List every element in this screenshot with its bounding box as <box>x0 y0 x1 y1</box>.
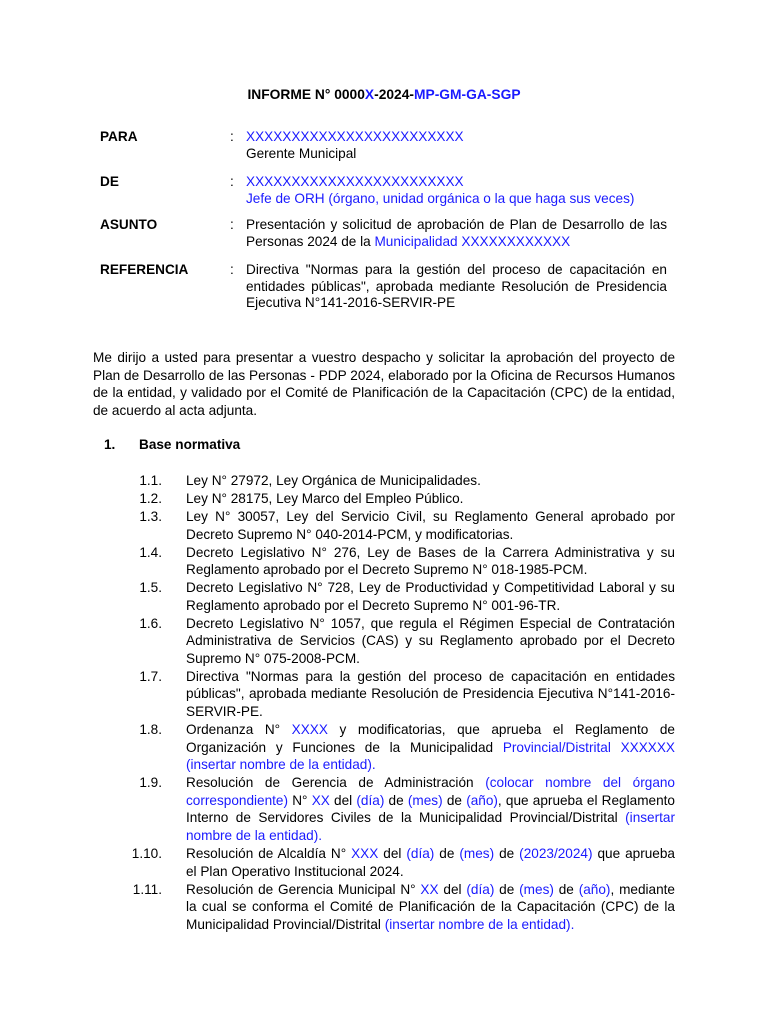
item-text-part: de <box>494 881 520 897</box>
placeholder-text: (mes) <box>519 881 554 897</box>
section-title: Base normativa <box>139 437 241 452</box>
item-text-part: , que aprueba el Reglamento Interno de Servidores Civiles de la Municipalidad Provincial/Distrital <box>186 792 675 826</box>
item-text-part: N° <box>288 792 312 808</box>
list-item-number: 1.4. <box>139 544 162 560</box>
placeholder-text: (colocar nombre del órgano correspondiente) <box>186 775 675 808</box>
placeholder-text: (año) <box>578 881 611 897</box>
placeholder-text: (día) <box>356 792 385 808</box>
list-item-number: 1.5. <box>139 580 162 596</box>
list-item <box>0 508 768 543</box>
placeholder-text: (mes) <box>407 792 443 808</box>
placeholder-text: (año) <box>466 792 498 808</box>
list-item-text <box>186 881 675 934</box>
intro-paragraph: Me dirijo a usted para presentar a vuestro despacho y solicitar la aprobación del proyecto de Plan de Desarrollo de las Personas - PDP 2024, elaborado por la Oficina de Recursos Humanos de la entidad, y validado por el Comité de Planificación de la Capacitación (CPC) de la entidad, de acuerdo al acta adjunta. <box>93 350 675 418</box>
list-item-text: Decreto Legislativo N° 728, Ley de Productividad y Competitividad Laboral y su Reglamento aprobado por el Decreto Supremo N° 001-96-TR. <box>186 580 675 613</box>
list-item-number: 1.10. <box>131 845 162 861</box>
list-item-number: 1.1. <box>139 473 162 488</box>
de-colon: : <box>230 174 234 189</box>
referencia-value: Directiva "Normas para la gestión del proceso de capacitación en entidades públicas", aprobada mediante Resolución de Presidencia Ejecutiva N°141-2016-SERVIR-PE <box>246 262 667 310</box>
item-text-part: de <box>494 845 520 861</box>
list-item-text <box>186 774 675 844</box>
placeholder-text: XXXX <box>291 722 328 738</box>
list-item <box>0 774 768 844</box>
section-heading <box>104 437 240 452</box>
list-item <box>0 881 768 934</box>
item-text-part: Ordenanza N° <box>186 722 292 738</box>
placeholder-text: (día) <box>406 845 435 861</box>
placeholder-text: XX <box>420 881 439 897</box>
list-item-number: 1.6. <box>139 615 162 631</box>
report-title <box>0 87 768 102</box>
list-item-text: Ley N° 30057, Ley del Servicio Civil, su Reglamento General aprobado por Decreto Supremo N° 040-2014-PCM, y modificatorias. <box>186 508 675 542</box>
list-item <box>0 845 768 880</box>
de-line1: XXXXXXXXXXXXXXXXXXXXXXXX <box>246 174 464 189</box>
list-item-text <box>186 721 675 774</box>
list-item-number: 1.7. <box>139 668 162 684</box>
item-text-part: de <box>434 845 460 861</box>
item-text-part: Resolución de Gerencia de Administración <box>186 775 486 791</box>
placeholder-text: XX <box>311 792 330 808</box>
placeholder-text: (mes) <box>459 845 495 861</box>
asunto-entity: Municipalidad XXXXXXXXXXXX <box>374 233 571 249</box>
para-colon: : <box>230 129 234 144</box>
de-line2: Jefe de ORH (órgano, unidad orgánica o la que haga sus veces) <box>246 190 635 206</box>
list-item-text <box>186 845 675 880</box>
asunto-value <box>246 217 667 250</box>
para-line2: Gerente Municipal <box>246 145 357 161</box>
list-item <box>0 490 768 508</box>
placeholder-text: (día) <box>466 881 495 897</box>
list-item <box>0 472 768 490</box>
asunto-colon: : <box>230 217 234 232</box>
list-item <box>0 668 768 721</box>
placeholder-text: (insertar nombre de la entidad). <box>186 810 675 843</box>
list-item <box>0 579 768 614</box>
referencia-colon: : <box>230 262 234 277</box>
para-label: PARA <box>100 129 138 144</box>
list-item-text: Decreto Legislativo N° 276, Ley de Bases de la Carrera Administrativa y su Reglamento aprobado por el Decreto Supremo N° 018-1985-PCM. <box>186 544 675 578</box>
item-text-part: que aprueba el Plan Operativo Institucional 2024. <box>186 845 675 879</box>
item-text-part: de <box>384 792 408 808</box>
title-x: X <box>364 87 375 102</box>
item-text-part: del <box>329 792 357 808</box>
asunto-label: ASUNTO <box>100 217 158 232</box>
para-line1: XXXXXXXXXXXXXXXXXXXXXXXX <box>246 129 464 144</box>
title-suffix: MP-GM-GA-SGP <box>414 87 521 102</box>
placeholder-text: XXX <box>351 845 379 861</box>
item-text-part: , mediante la cual se conforma el Comité de Planificación de la Capacitación (CPC) de la Municipalidad Provincial/Distrital <box>186 881 675 932</box>
list-item <box>0 544 768 579</box>
de-label: DE <box>100 174 119 189</box>
list-item-number: 1.9. <box>139 775 162 791</box>
list-item-number: 1.8. <box>139 722 162 738</box>
list-item-text: Ley N° 27972, Ley Orgánica de Municipalidades. <box>186 473 481 488</box>
legal-basis-list <box>0 472 768 934</box>
item-text-part: del <box>378 845 407 861</box>
list-item-text: Ley N° 28175, Ley Marco del Empleo Público. <box>186 490 464 506</box>
title-prefix: INFORME N° 0000 <box>247 87 365 102</box>
placeholder-text: (insertar nombre de la entidad). <box>384 916 575 932</box>
item-text-part: del <box>438 881 467 897</box>
placeholder-text: Provincial/Distrital XXXXXX (insertar nombre de la entidad). <box>186 739 675 773</box>
item-text-part: Resolución de Alcaldía N° <box>186 845 352 861</box>
list-item-text: Decreto Legislativo N° 1057, que regula el Régimen Especial de Contratación Administrativa de Servicios (CAS) y su Reglamento aprobado por el Decreto Supremo N° 075-2008-PCM. <box>186 615 675 666</box>
de-value <box>246 174 667 207</box>
section-number: 1. <box>104 437 116 452</box>
list-item-text: Directiva "Normas para la gestión del proceso de capacitación en entidades públicas", aprobada mediante Resolución de Presidencia Ejecutiva N°141-2016-SERVIR-PE. <box>186 668 675 720</box>
list-item-number: 1.11. <box>132 881 162 897</box>
item-text-part: Resolución de Gerencia Municipal N° <box>186 881 421 897</box>
para-value <box>246 129 667 162</box>
list-item <box>0 615 768 668</box>
item-text-part: de <box>442 792 467 808</box>
item-text-part: de <box>553 881 579 897</box>
list-item-number: 1.3. <box>139 508 162 524</box>
placeholder-text: (2023/2024) <box>519 845 593 861</box>
list-item <box>0 721 768 774</box>
item-text-part: y modificatorias, que aprueba el Reglamento de Organización y Funciones de la Municipalidad <box>186 722 675 755</box>
asunto-text: Presentación y solicitud de aprobación de Plan de Desarrollo de las Personas 2024 de la <box>246 217 667 249</box>
referencia-label: REFERENCIA <box>100 262 189 277</box>
list-item-number: 1.2. <box>139 490 162 506</box>
title-mid: -2024- <box>374 87 414 102</box>
